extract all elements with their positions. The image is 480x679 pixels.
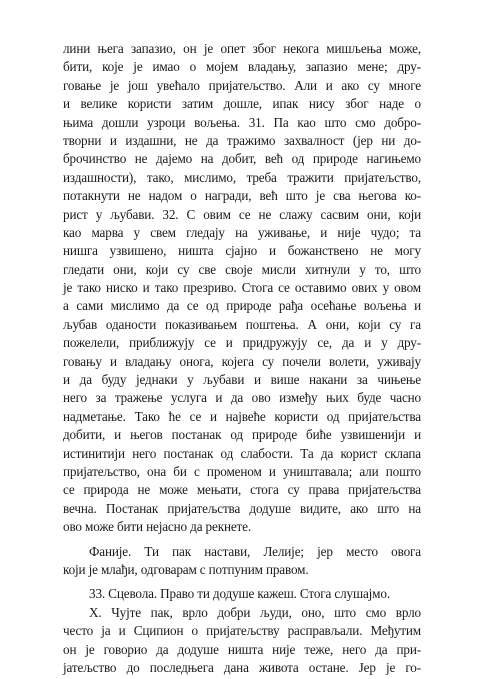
paragraph-2 bbox=[63, 543, 421, 580]
text-line: вечна. Постанак пријатељства додуше видите, ако што на bbox=[63, 500, 421, 516]
page-body bbox=[63, 40, 421, 677]
text-line: рист у љубави. 32. С овим се не слажу сасвим они, који bbox=[63, 206, 421, 222]
text-line: и велике користи затим дошле, ипак нису због наде о bbox=[63, 96, 421, 112]
paragraph-4 bbox=[63, 604, 421, 678]
text-line: лини њега запазио, он је опет због некога мишљења може, bbox=[63, 41, 421, 56]
text-line: пријатељство, она би с променом и уништавала; али пошто bbox=[63, 463, 421, 479]
text-line: потакнути не надом о награди, већ што је сва његова ко- bbox=[63, 188, 421, 204]
text-line: брочинство не дајемо на добит, већ од природе нагињемо bbox=[63, 151, 421, 167]
text-line: се природа не може мењати, стога су права пријатељства bbox=[63, 482, 421, 498]
text-line: 33. Сцевола. Право ти додуше кажеш. Стога слушајмо. bbox=[89, 586, 390, 602]
text-line: а сами мислимо да се од природе рађа осећање вољења и bbox=[63, 298, 421, 314]
text-line: Фаније. Ти пак настави, Лелије; јер место овога bbox=[89, 543, 421, 559]
text-line: него за тражење услуга и да ово између њих буде часно bbox=[63, 390, 421, 406]
text-line: јатељство до последњега дана живота остане. Јер је го- bbox=[63, 659, 421, 675]
paragraph-1 bbox=[63, 40, 421, 537]
text-line: ово може бити нејасно да рекнете. bbox=[63, 519, 252, 535]
text-line: издашности), тако, мислимо, треба тражити пријатељство, bbox=[63, 169, 421, 185]
text-line: говању и владању онога, којега су почели волети, уживају bbox=[63, 353, 421, 369]
text-line: гледати они, који су све своје мисли хитнули у то, што bbox=[63, 261, 421, 277]
text-line: говање је још увећало пријатељство. Али и ако су многе bbox=[63, 77, 421, 93]
text-line: као марва у свем гледају на уживање, и није чудо; та bbox=[63, 224, 421, 240]
text-line: је тако ниско и тако презриво. Стога се оставимо ових у овом bbox=[63, 280, 421, 296]
text-line: и да буду једнаки у љубави и више накани за чињење bbox=[63, 372, 421, 388]
text-line: надметање. Тако ће се и највеће користи од пријатељства bbox=[63, 408, 421, 424]
text-line: њима дошли узроци вољења. 31. Па као што смо добро- bbox=[63, 114, 421, 130]
text-line: пожелели, приближују се и придружују се, да и у дру- bbox=[63, 335, 421, 351]
paragraph-3 bbox=[63, 585, 421, 603]
text-line: нишга узвишено, ништа сјајно и божанствено не могу bbox=[63, 243, 421, 259]
text-line: истинитији него постанак од слабости. Та да корист склапа bbox=[63, 445, 421, 461]
text-line: X. Чујте пак, врло добри људи, оно, што смо врло bbox=[89, 604, 421, 620]
text-line: који је млађи, одговарам с потпуним правом. bbox=[63, 561, 309, 577]
text-line: добити, и његов постанак од природе биће узвишенији и bbox=[63, 427, 421, 443]
text-line: бити, које је имао о мојем владању, запазио мене; дру- bbox=[63, 59, 421, 75]
text-line: често ја и Сципион о пријатељству расправљали. Међутим bbox=[63, 623, 421, 639]
text-line: љубав оданости показивањем поштења. А они, који су га bbox=[63, 316, 421, 332]
text-line: он је говорио да додуше ништа није теже, него да при- bbox=[63, 641, 421, 657]
text-line: творни и издашни, не да тражимо захвалност (јер ни до- bbox=[63, 132, 421, 148]
